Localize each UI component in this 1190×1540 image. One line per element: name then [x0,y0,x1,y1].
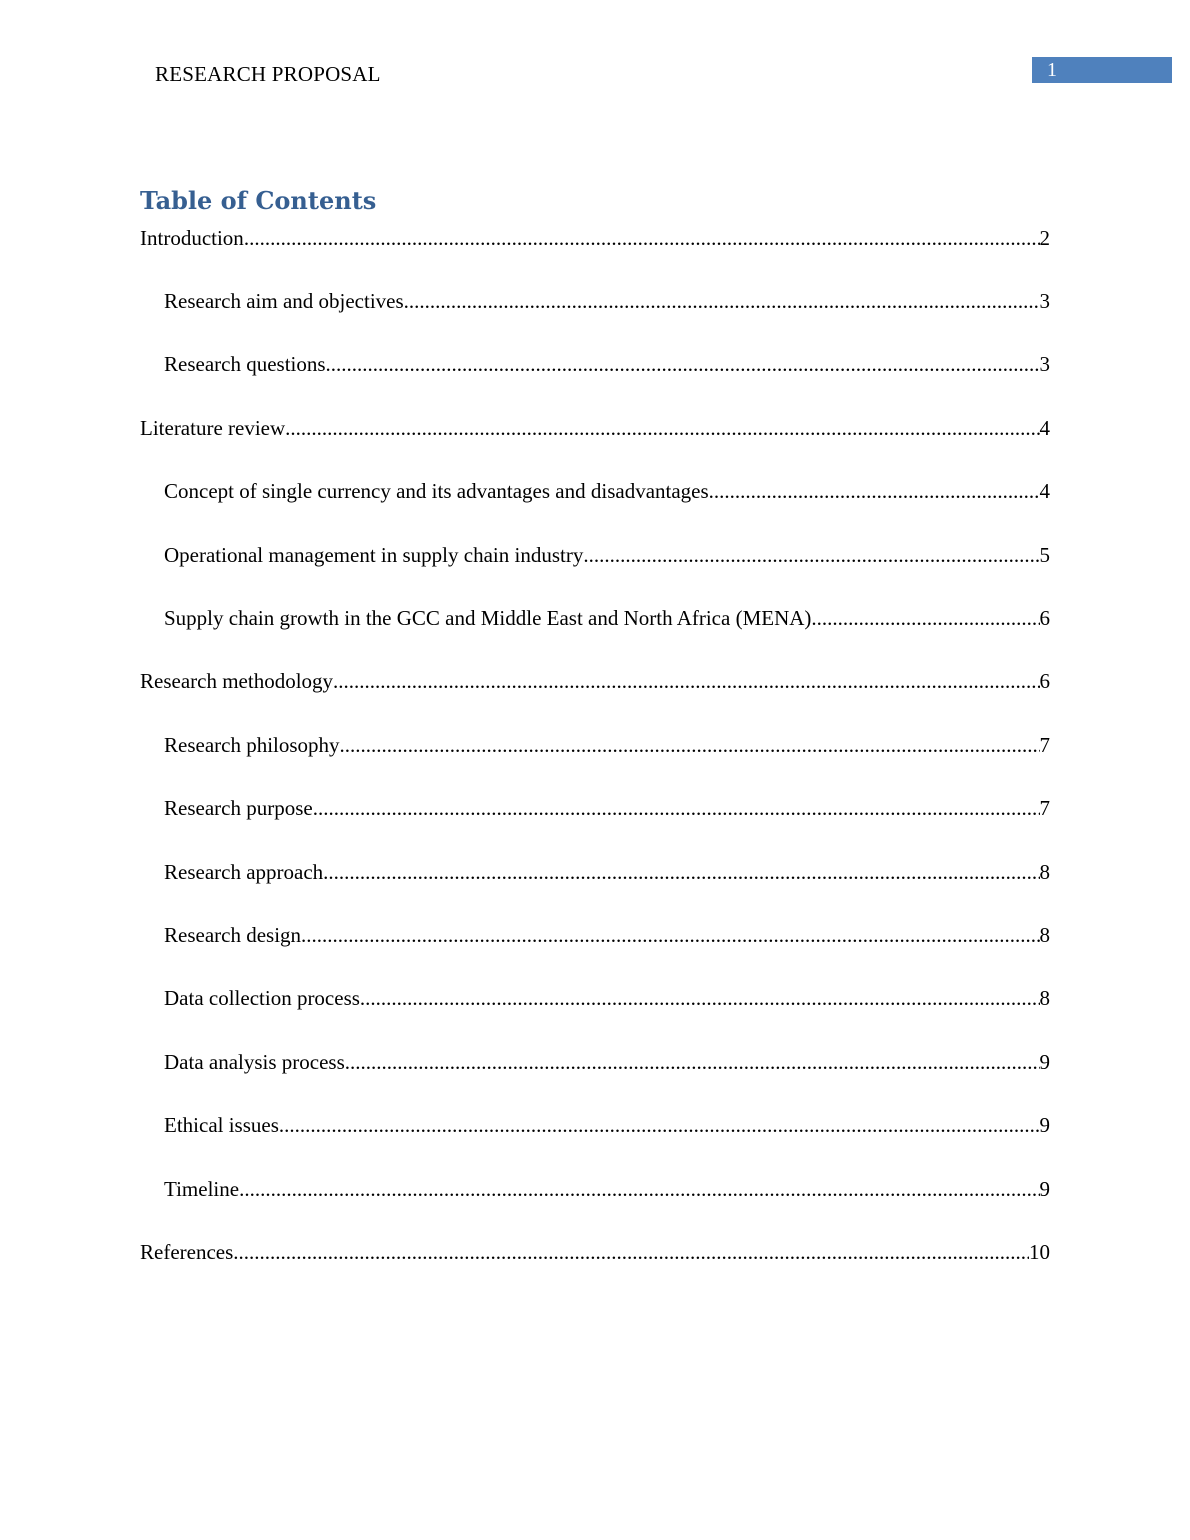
toc-entry[interactable] [164,793,1050,823]
toc-entry-title: Research design [164,923,302,947]
toc-entry-title: Data collection process [164,986,360,1010]
toc-entry-title: Research philosophy [164,733,340,757]
toc-entry-page: 9 [1039,1177,1050,1201]
toc-entry[interactable] [140,666,1050,696]
toc-entry-title: Literature review [140,416,286,440]
toc-dot-leader [313,793,1040,823]
toc-entry-title: Supply chain growth in the GCC and Middle East and North Africa (MENA) [164,606,812,630]
toc-entry-page: 10 [1029,1240,1050,1264]
toc-dot-leader [326,349,1040,379]
toc-dot-leader [285,413,1039,443]
toc-entry-page: 3 [1039,352,1050,376]
toc-dot-leader [239,1174,1039,1204]
toc-entry[interactable] [164,983,1050,1013]
toc-entry[interactable] [164,476,1050,506]
toc-entry-page: 7 [1039,796,1050,820]
toc-entry-title: Operational management in supply chain industry [164,543,584,567]
running-header: RESEARCH PROPOSAL [155,62,381,86]
toc-entry-title: Ethical issues [164,1113,279,1137]
toc-dot-leader [360,983,1040,1013]
toc-entry-title: Research aim and objectives [164,289,404,313]
toc-entry-page: 8 [1039,986,1050,1010]
toc-entry[interactable] [140,413,1050,443]
toc-entry-page: 9 [1039,1113,1050,1137]
toc-dot-leader [279,1110,1040,1140]
toc-dot-leader [709,476,1040,506]
toc-entry-title: Research purpose [164,796,313,820]
toc-dot-leader [301,920,1039,950]
toc-entry[interactable] [164,920,1050,950]
toc-entry-title: Data analysis process [164,1050,345,1074]
toc-entry-page: 4 [1039,416,1050,440]
toc-entry[interactable] [164,1047,1050,1077]
toc-entry-page: 6 [1039,669,1050,693]
toc-entry[interactable] [164,1174,1050,1204]
toc-entry-page: 8 [1039,923,1050,947]
toc-dot-leader [583,540,1039,570]
toc-entry[interactable] [140,1237,1050,1267]
toc-entry-title: Research questions [164,352,326,376]
toc-dot-leader [323,857,1039,887]
page-number-badge: 1 [1032,57,1172,83]
toc-entry-title: Research approach [164,860,324,884]
toc-dot-leader [244,223,1040,253]
toc-entry[interactable] [164,1110,1050,1140]
toc-dot-leader [340,730,1040,760]
toc-dot-leader [404,286,1040,316]
toc-entry-title: Research methodology [140,669,334,693]
toc-dot-leader [345,1047,1040,1077]
toc-entry[interactable] [164,857,1050,887]
toc-dot-leader [333,666,1039,696]
toc-entry[interactable] [164,286,1050,316]
toc-entry[interactable] [164,603,1050,633]
toc-entry-page: 4 [1039,479,1050,503]
toc-entry-page: 5 [1039,543,1050,567]
toc-entry-title: Introduction [140,226,244,250]
toc-entry-title: Concept of single currency and its advantages and disadvantages [164,479,709,503]
toc-entry[interactable] [164,730,1050,760]
toc-dot-leader [811,603,1039,633]
toc-entry-title: Timeline [164,1177,240,1201]
toc-entry-page: 2 [1039,226,1050,250]
toc-entry-page: 8 [1039,860,1050,884]
toc-entry[interactable] [164,540,1050,570]
toc-entry-page: 7 [1039,733,1050,757]
toc-dot-leader [233,1237,1029,1267]
toc-entry[interactable] [140,223,1050,253]
toc-entry-title: References [140,1240,234,1264]
toc-heading: Table of Contents [140,186,377,215]
toc-entry-page: 3 [1039,289,1050,313]
toc-entry-page: 9 [1039,1050,1050,1074]
toc-entry-page: 6 [1039,606,1050,630]
toc-entry[interactable] [164,349,1050,379]
